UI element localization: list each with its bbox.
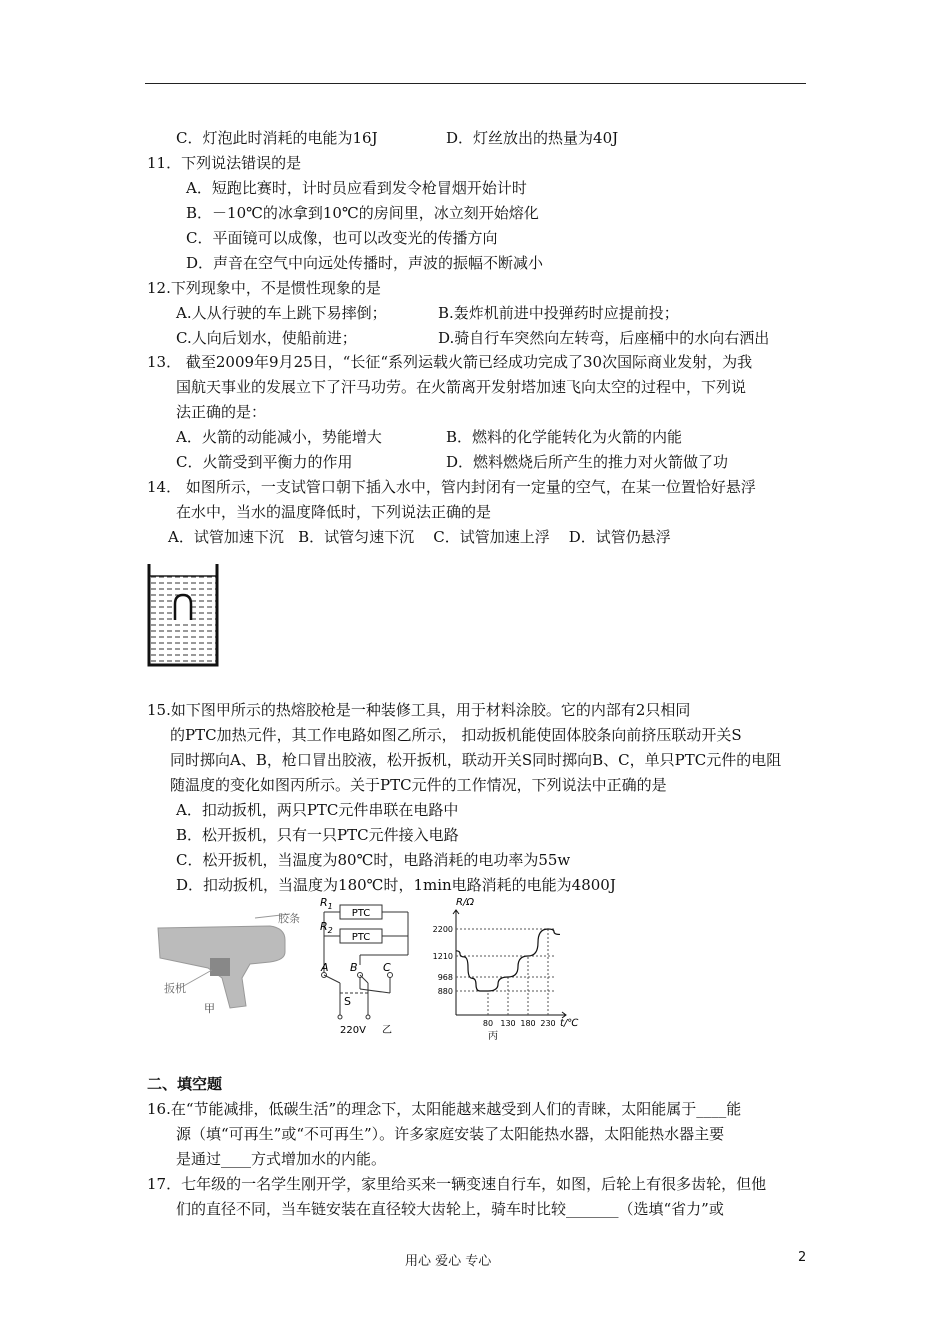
graph-axes <box>453 910 566 1018</box>
q15-option-c: C．松开扳机，当温度为80℃时，电路消耗的电功率为55w <box>176 851 571 869</box>
r1-symbol: $R_1$ <box>320 896 333 911</box>
y-tick-label-1: 1210 <box>432 952 453 961</box>
q13-option-d: D．燃料燃烧后所产生的推力对火箭做了功 <box>446 453 729 471</box>
trigger-label: 扳机 <box>164 982 186 995</box>
q13-option-c: C．火箭受到平衡力的作用 <box>176 453 353 471</box>
x-tick-label-1: 130 <box>500 1019 516 1028</box>
circuit-caption: 乙 <box>382 1025 392 1036</box>
footer-motto: 用心 爱心 专心 <box>405 1254 492 1269</box>
q11-option-a: A．短跑比赛时，计时员应看到发令枪冒烟开始计时 <box>186 179 527 197</box>
q16-line3: 是通过____方式增加水的内能。 <box>176 1150 387 1168</box>
glue-gun-figure <box>150 908 300 1018</box>
q17-line1: 17．七年级的一名学生刚开学，家里给买来一辆变速自行车，如图，后轮上有很多齿轮，但他 <box>147 1175 767 1193</box>
x-axis-label: t/℃ <box>560 1018 579 1029</box>
q13-option-b: B．燃料的化学能转化为火箭的内能 <box>446 428 683 446</box>
test-tube <box>175 595 191 620</box>
q11-option-d: D．声音在空气中向远处传播时，声波的振幅不断减小 <box>186 254 544 272</box>
q12-option-c: C.人向后划水，使船前进； <box>176 329 357 347</box>
label-s: S <box>344 995 351 1008</box>
label-b: B <box>350 961 358 974</box>
q12-option-a: A.人从行驶的车上跳下易摔倒； <box>176 304 387 322</box>
q15-option-b: B．松开扳机，只有一只PTC元件接入电路 <box>176 826 459 844</box>
label-a: A <box>321 961 329 974</box>
q16-line1: 16.在“节能减排，低碳生活”的理念下，太阳能越来越受到人们的青睐，太阳能属于____能 <box>147 1100 742 1118</box>
q11-option-c: C．平面镜可以成像，也可以改变光的传播方向 <box>186 229 498 247</box>
terminal-right <box>366 1015 370 1019</box>
beaker-figure <box>143 562 223 668</box>
ptc-resistance-graph <box>420 893 580 1043</box>
q13-line3: 法正确的是： <box>176 403 267 421</box>
x-tick-label-2: 180 <box>520 1019 536 1028</box>
q10-option-c: C．灯泡此时消耗的电能为16J <box>176 129 378 147</box>
switch-blade-2 <box>360 975 368 983</box>
q12-option-b: B.轰炸机前进中投弹药时应提前投； <box>438 304 679 322</box>
q16-line2: 源（填“可再生”或“不可再生”）。许多家庭安装了太阳能热水器，太阳能热水器主要 <box>176 1125 725 1143</box>
q12-option-d: D.骑自行车突然向左转弯，后座桶中的水向右洒出 <box>438 329 770 347</box>
x-tick-label-0: 80 <box>482 1019 494 1028</box>
q10-option-d: D．灯丝放出的热量为40J <box>446 129 619 147</box>
header-rule <box>145 83 806 84</box>
q14-line2: 在水中，当水的温度降低时，下列说法正确的是 <box>176 503 492 521</box>
q13-option-a: A．火箭的动能减小，势能增大 <box>176 428 382 446</box>
circuit-wires <box>324 912 408 1015</box>
terminal-left <box>338 1015 342 1019</box>
y-tick-label-3: 880 <box>437 987 453 996</box>
q15-line3: 同时掷向A、B，枪口冒出胶液，松开扳机，联动开关S同时掷向B、C，单只PTC元件的电阻 <box>170 751 782 769</box>
label-c: C <box>383 961 391 974</box>
q11-option-b: B．－10℃的冰拿到10℃的房间里，冰立刻开始熔化 <box>186 204 539 222</box>
q14-options: A．试管加速下沉 B．试管匀速下沉 C．试管加速上浮 D．试管仍悬浮 <box>168 528 671 546</box>
q15-line1: 15.如下图甲所示的热熔胶枪是一种装修工具，用于材料涂胶。它的内部有2只相同 <box>147 701 691 719</box>
y-tick-label-0: 2200 <box>432 925 453 934</box>
switch-blade-1 <box>324 975 340 983</box>
q14-line1: 14． 如图所示，一支试管口朝下插入水中，管内封闭有一定量的空气，在某一位置恰好悬浮 <box>147 478 756 496</box>
y-tick-label-2: 968 <box>437 973 453 982</box>
q15-option-d: D．扣动扳机，当温度为180℃时，1min电路消耗的电能为4800J <box>176 876 616 894</box>
glue-label: 胶条 <box>278 912 300 925</box>
q13-line1: 13． 截至2009年9月25日，“长征“系列运载火箭已经成功完成了30次国际商业发射，为我 <box>147 353 753 371</box>
q11-stem: 11．下列说法错误的是 <box>147 154 302 172</box>
ptc-r1-label: PTC <box>351 908 371 919</box>
q12-stem: 12.下列现象中，不是惯性现象的是 <box>147 279 381 297</box>
voltage-label: 220V <box>340 1025 366 1036</box>
page-number: 2 <box>798 1250 807 1265</box>
x-tick-label-3: 230 <box>540 1019 556 1028</box>
q15-line2: 的PTC加热元件，其工作电路如图乙所示， 扣动扳机能使固体胶条向前挤压联动开关S <box>170 726 742 744</box>
glue-gun-trigger <box>210 958 230 976</box>
gun-caption: 甲 <box>204 1002 215 1015</box>
q13-line2: 国航天事业的发展立下了汗马功劳。在火箭离开发射塔加速飞向太空的过程中，下列说 <box>176 378 747 396</box>
r2-symbol: $R_2$ <box>320 920 333 935</box>
q15-option-a: A．扣动扳机，两只PTC元件串联在电路中 <box>176 801 459 819</box>
y-axis-label: R/Ω <box>456 897 474 908</box>
graph-caption: 丙 <box>488 1031 498 1042</box>
section-title: 二、填空题 <box>147 1075 223 1093</box>
circuit-figure <box>300 893 425 1038</box>
q15-line4: 随温度的变化如图丙所示。关于PTC元件的工作情况，下列说法中正确的是 <box>170 776 667 794</box>
q17-line2: 们的直径不同，当车链安装在直径较大齿轮上，骑车时比较_______（选填“省力”或 <box>176 1200 724 1218</box>
ptc-r2-label: PTC <box>351 932 371 943</box>
